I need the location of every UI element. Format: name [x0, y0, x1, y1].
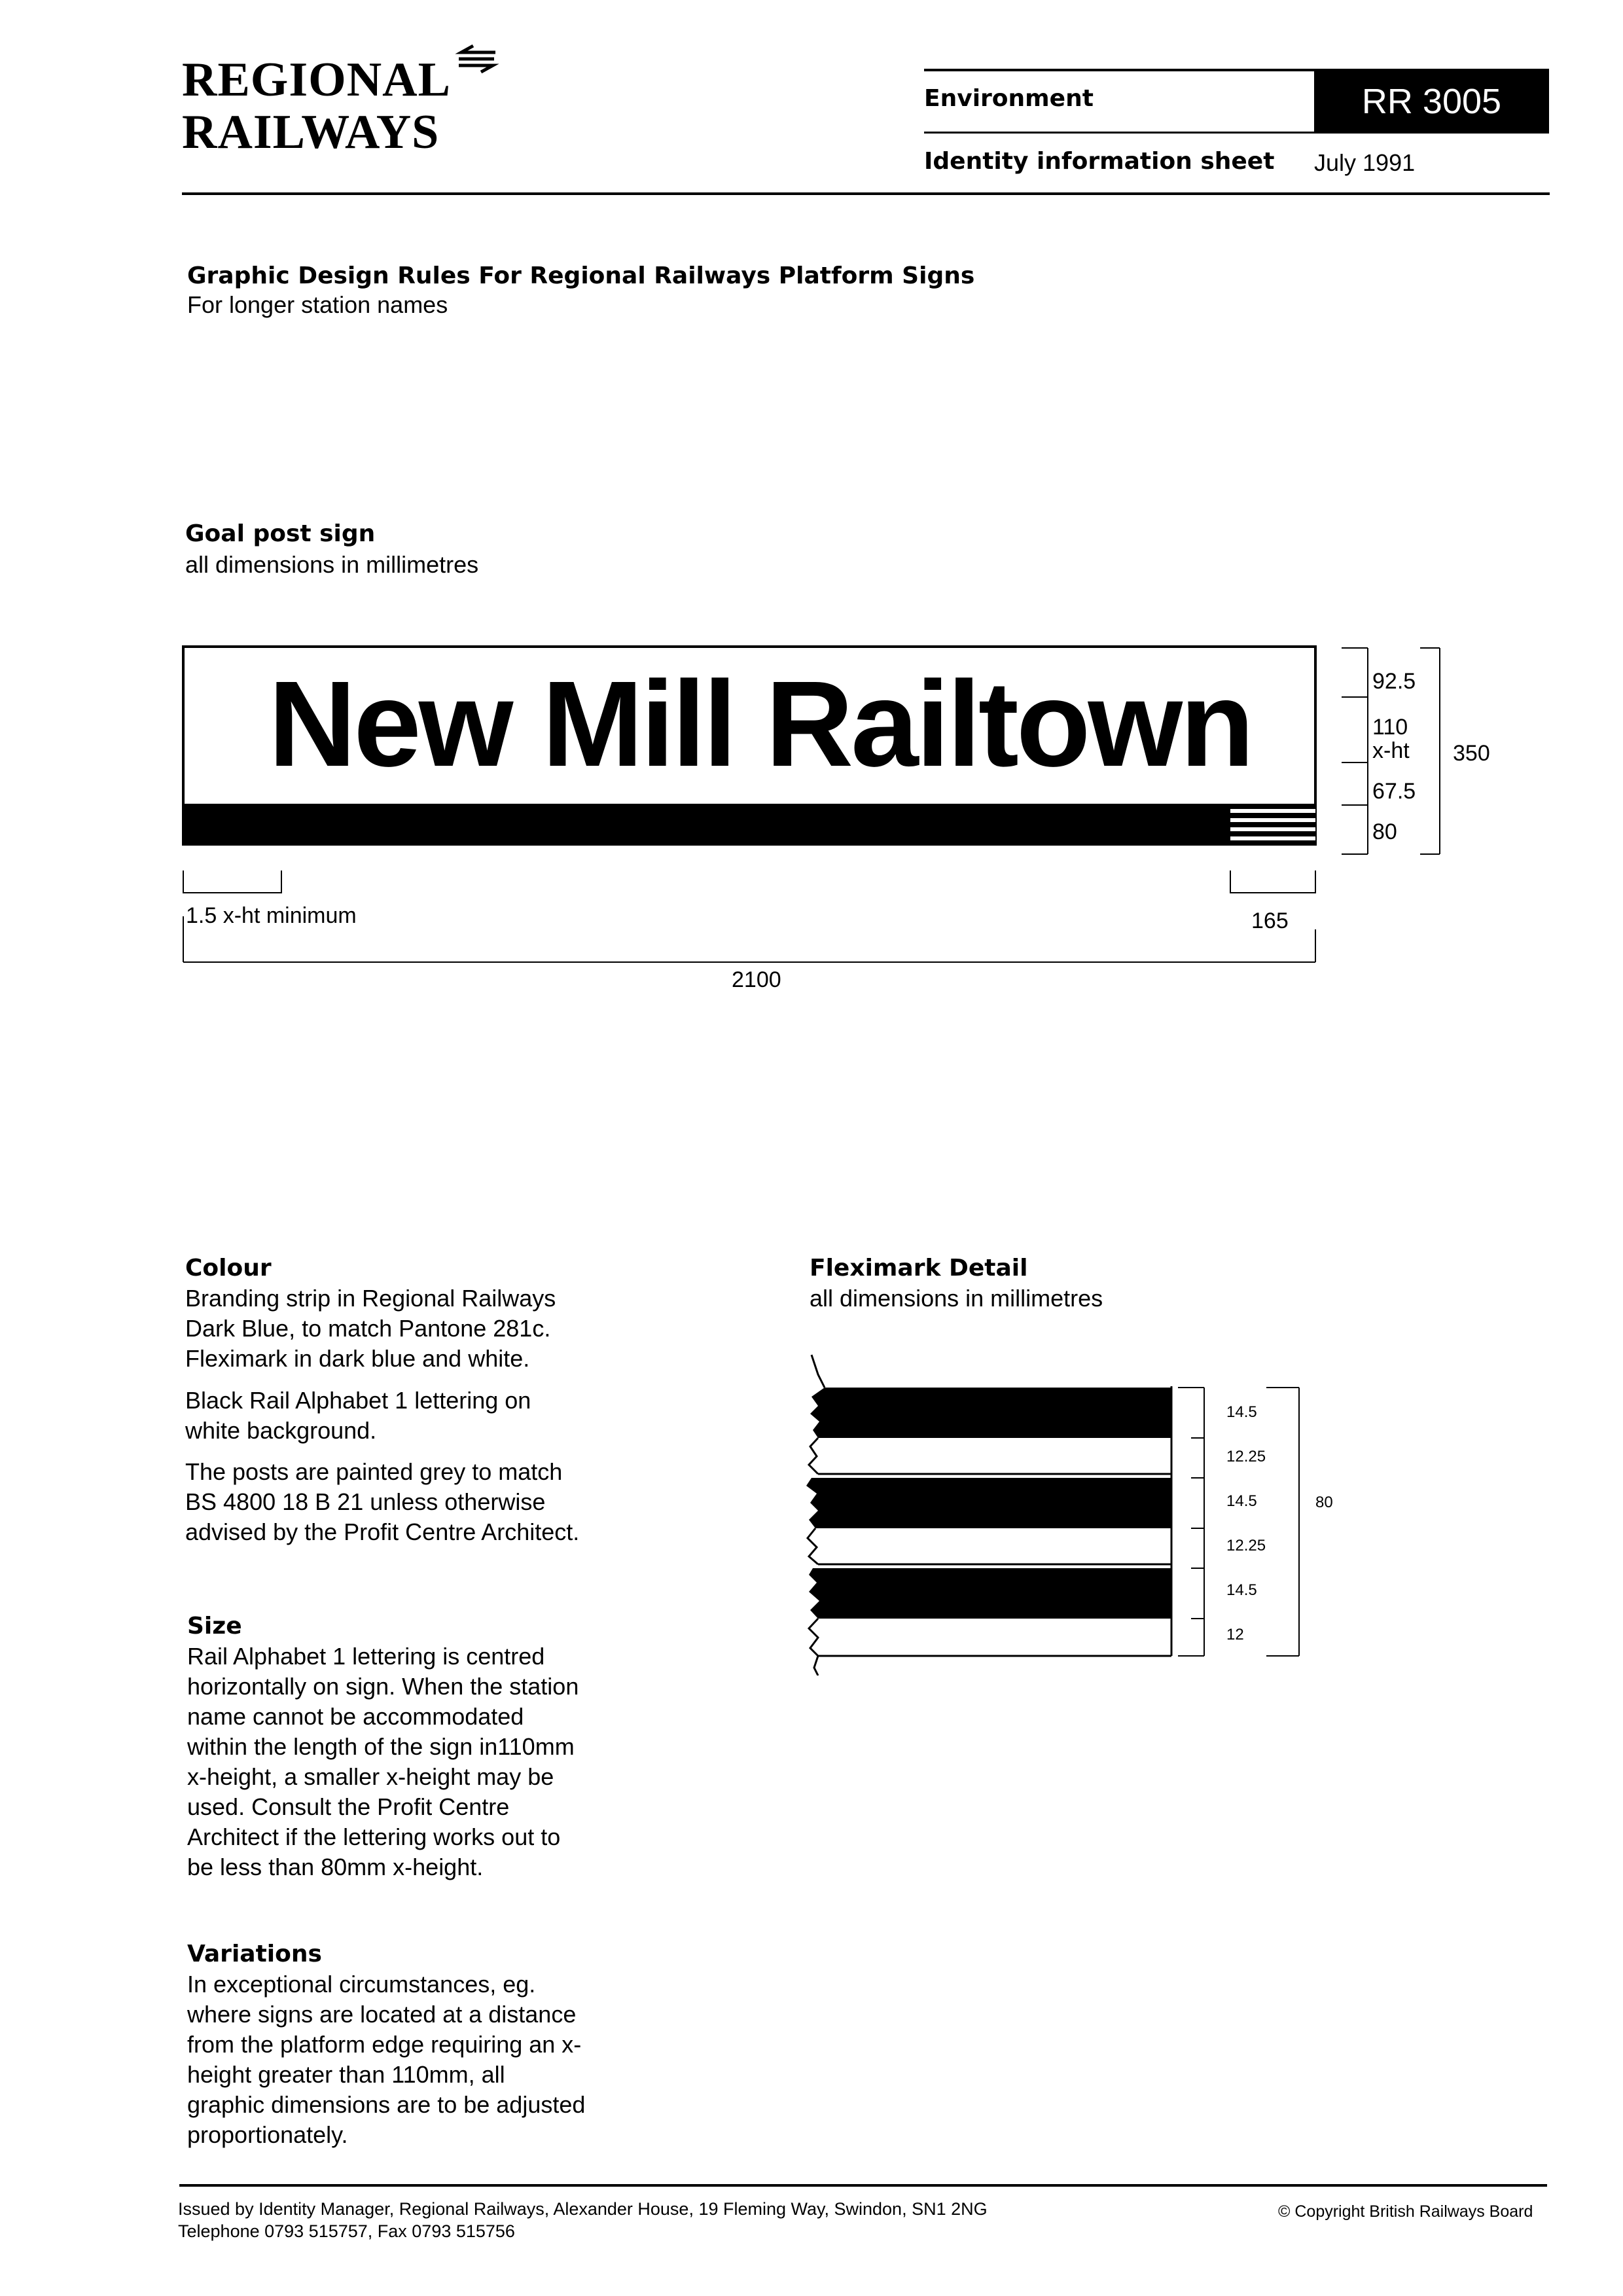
intro-subtitle: For longer station names — [187, 291, 448, 318]
size-title: Size — [187, 1613, 242, 1640]
dim-fleximark-width: 165 — [1251, 908, 1289, 933]
flexi-dim-2: 12.25 — [1226, 1448, 1266, 1465]
footer-rule — [179, 2184, 1547, 2187]
footer-issued: Issued by Identity Manager, Regional Railways, Alexander House, 19 Fleming Way, Swindon, SN1 2NG — [178, 2199, 988, 2219]
fleximark-stripe-black-1 — [810, 1388, 1171, 1438]
fleximark-stripe-black-3 — [809, 1568, 1171, 1619]
colour-title: Colour — [185, 1255, 272, 1282]
dim-110: 110 — [1372, 715, 1408, 740]
dim-total-height: 350 — [1453, 741, 1490, 766]
station-name: New Mill Railtown — [268, 656, 1252, 792]
flexi-dim-6: 12 — [1226, 1626, 1244, 1643]
flexi-dim-3: 14.5 — [1226, 1492, 1257, 1510]
sheet-code-badge: RR 3005 — [1314, 70, 1549, 133]
header-rule-mid — [924, 132, 1549, 134]
goalpost-title: Goal post sign — [185, 520, 376, 547]
goalpost-subtitle: all dimensions in millimetres — [185, 551, 479, 578]
colour-paragraph-2: Black Rail Alphabet 1 lettering on white background. — [185, 1387, 531, 1444]
sheet-date: July 1991 — [1314, 149, 1416, 176]
fleximark-title: Fleximark Detail — [810, 1255, 1028, 1282]
logo-regional: REGIONAL — [182, 53, 451, 107]
flexi-dim-4: 12.25 — [1226, 1537, 1266, 1554]
dim-min-margin: 1.5 x-ht minimum — [186, 903, 357, 928]
branding-strip — [183, 804, 1315, 844]
flexi-dim-5: 14.5 — [1226, 1581, 1257, 1599]
dim-x-ht: x-ht — [1372, 738, 1410, 763]
category-label: Environment — [924, 85, 1094, 112]
intro-title: Graphic Design Rules For Regional Railways Platform Signs — [187, 262, 975, 289]
variations-title: Variations — [187, 1941, 322, 1967]
variations-paragraph: In exceptional circumstances, eg. where signs are located at a distance from the platform edge requiring an x- height greater than 110mm, all graphic dimensions are to be adjusted proportionately. — [187, 1971, 586, 2148]
flexi-dim-1: 14.5 — [1226, 1403, 1257, 1421]
dim-67-5: 67.5 — [1372, 779, 1416, 804]
header-rule-bottom — [182, 192, 1550, 195]
footer-telephone: Telephone 0793 515757, Fax 0793 515756 — [178, 2221, 515, 2241]
sheet-type-label: Identity information sheet — [924, 148, 1275, 175]
size-paragraph: Rail Alphabet 1 lettering is centred horizontally on sign. When the station name cannot be accommodated within the length of the sign in110mm x-height, a smaller x-height may be used. Consult the Profit Centre Architect if the lettering works out to be less than 80mm x-height. — [187, 1643, 579, 1880]
footer-copyright: © Copyright British Railways Board — [1278, 2202, 1533, 2221]
dim-92-5: 92.5 — [1372, 669, 1416, 694]
flexi-dim-total: 80 — [1315, 1494, 1333, 1511]
fleximark-stripe-black-2 — [806, 1478, 1171, 1528]
colour-paragraph-3: The posts are painted grey to match BS 4800 18 B 21 unless otherwise advised by the Profit Centre Architect. — [185, 1458, 580, 1545]
colour-paragraph-1: Branding strip in Regional Railways Dark Blue, to match Pantone 281c. Fleximark in dark blue and white. — [185, 1285, 556, 1372]
fleximark-subtitle: all dimensions in millimetres — [810, 1285, 1103, 1312]
dim-total-width: 2100 — [732, 967, 781, 992]
double-arrow-icon — [455, 43, 501, 73]
dim-80: 80 — [1372, 819, 1397, 844]
logo-railways: RAILWAYS — [182, 105, 440, 159]
